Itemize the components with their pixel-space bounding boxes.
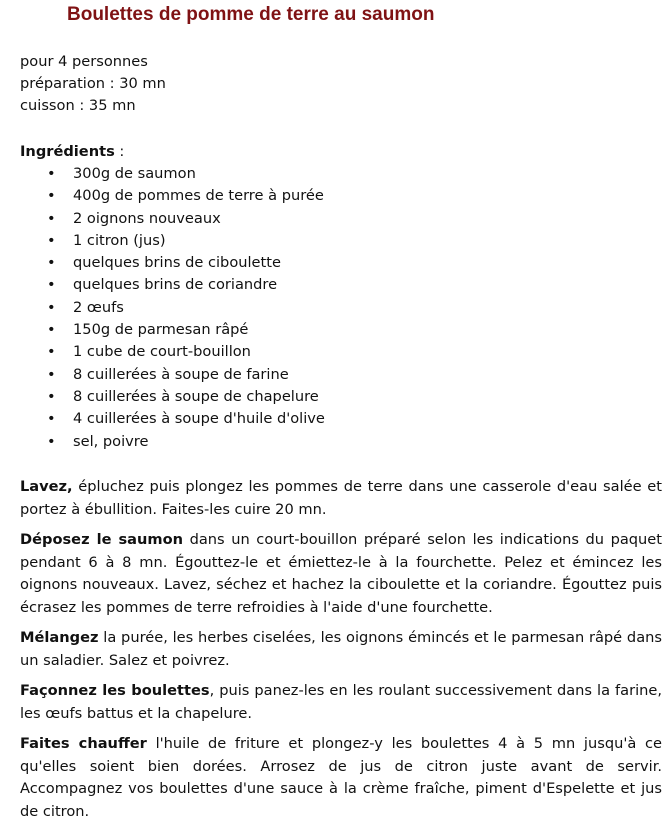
step-lead: Façonnez les boulettes: [20, 682, 210, 699]
ingredient-item: [20, 297, 325, 319]
ingredient-text: sel, poivre: [73, 432, 149, 450]
ingredient-item: [20, 408, 325, 430]
recipe-meta: [20, 51, 166, 117]
bullet-icon: •: [47, 321, 56, 339]
cooking-time: cuisson : 35 mn: [20, 97, 136, 114]
step-text: épluchez puis plongez les pommes de terre dans une casserole d'eau salée et portez à ébullition. Faites-les cuire 20 mn.: [20, 478, 662, 518]
ingredient-item: [20, 185, 325, 207]
bullet-icon: •: [47, 254, 56, 272]
ingredient-item: [20, 364, 325, 386]
step-text: , puis panez-les en les roulant successivement dans la farine, les œufs battus et la chapelure.: [20, 682, 663, 722]
bullet-icon: •: [47, 365, 56, 383]
recipe-title: Boulettes de pomme de terre au saumon: [67, 4, 435, 25]
step-lead: Lavez,: [20, 478, 73, 495]
ingredient-item: [20, 208, 325, 230]
ingredient-text: 300g de saumon: [73, 165, 196, 182]
bullet-icon: •: [47, 343, 56, 361]
ingredient-item: [20, 386, 325, 408]
instructions: [20, 476, 662, 831]
instruction-step: [20, 733, 662, 823]
ingredient-text: 150g de parmesan râpé: [73, 321, 249, 339]
step-text: dans un court-bouillon préparé selon les indications du paquet pendant 6 à 8 mn. Égouttez-le et émiettez-le à la fourchette. Pelez et émincez les oignons nouveaux. Lavez, séchez et hachez la ciboulette et la coriandre. Égouttez puis écrasez les pommes de terre refroidies à l'aide d'une fourchette.: [20, 531, 662, 616]
ingredients-colon: :: [114, 143, 125, 160]
ingredient-text: quelques brins de coriandre: [73, 276, 278, 294]
ingredient-text: 2 oignons nouveaux: [73, 209, 221, 227]
bullet-icon: •: [47, 387, 56, 405]
ingredients-heading: [20, 141, 124, 163]
step-text: l'huile de friture et plongez-y les boulettes 4 à 5 mn jusqu'à ce qu'elles soient bien dorées. Arrosez de jus de citron juste avant de servir. Accompagnez vos boulettes d'une sauce à la crème fraîche, piment d'Espelette et jus de citron.: [20, 735, 662, 820]
ingredients-list: [20, 163, 325, 453]
ingredient-text: 4 cuillerées à soupe d'huile d'olive: [73, 410, 325, 428]
step-lead: Faites chauffer: [20, 735, 147, 752]
instruction-step: [20, 476, 662, 521]
bullet-icon: •: [47, 298, 56, 316]
step-lead: Mélangez: [20, 629, 99, 646]
ingredient-text: 400g de pommes de terre à purée: [73, 187, 324, 205]
bullet-icon: •: [47, 231, 56, 249]
step-text: la purée, les herbes ciselées, les oignons émincés et le parmesan râpé dans un saladier. Salez et poivrez.: [20, 629, 662, 669]
ingredient-item: [20, 163, 325, 185]
ingredient-text: 1 citron (jus): [73, 231, 166, 249]
servings-text: pour 4 personnes: [20, 53, 148, 70]
ingredient-text: 2 œufs: [73, 298, 124, 316]
ingredient-text: quelques brins de ciboulette: [73, 254, 281, 272]
ingredient-text: 1 cube de court-bouillon: [73, 343, 251, 361]
ingredient-item: [20, 274, 325, 296]
step-lead: Déposez le saumon: [20, 531, 184, 548]
ingredient-item: [20, 319, 325, 341]
ingredient-text: 8 cuillerées à soupe de chapelure: [73, 387, 319, 405]
ingredient-item: [20, 252, 325, 274]
bullet-icon: •: [47, 187, 56, 205]
ingredient-item: [20, 341, 325, 363]
ingredients-label: Ingrédients: [20, 143, 115, 160]
ingredient-item: [20, 230, 325, 252]
bullet-icon: •: [47, 209, 56, 227]
preparation-time: préparation : 30 mn: [20, 75, 166, 92]
instruction-step: [20, 680, 662, 725]
instruction-step: [20, 627, 662, 672]
ingredient-text: 8 cuillerées à soupe de farine: [73, 365, 289, 383]
bullet-icon: •: [47, 276, 56, 294]
ingredient-item: [20, 431, 325, 453]
instruction-step: [20, 529, 662, 619]
bullet-icon: •: [47, 432, 56, 450]
bullet-icon: •: [47, 165, 56, 182]
bullet-icon: •: [47, 410, 56, 428]
